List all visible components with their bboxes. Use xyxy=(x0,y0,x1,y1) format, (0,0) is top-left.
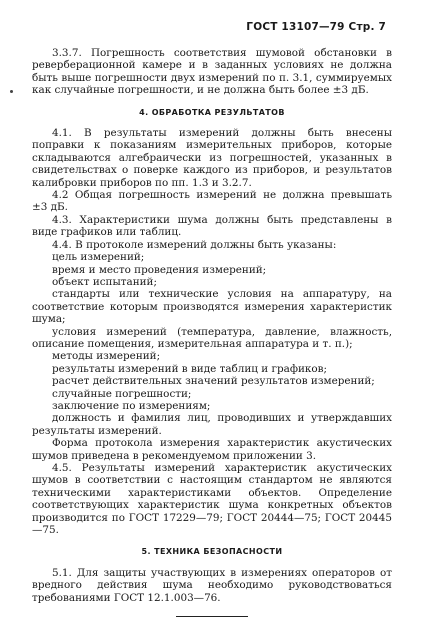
paragraph-4-1: 4.1. В результаты измерений должны быть внесены поправки к показаниям измерительных приборов, которые складываются алгебраически из погрешностей, указанных в свидетельствах о поверке каждого из приборов, и результатов калибровки приборов по пп. 1.3 и 3.2.7. xyxy=(32,127,392,189)
list-item: стандарты или технические условия на аппаратуру, на соответствие которым производятся измерения характеристик шума; xyxy=(32,288,392,326)
section-5-heading: 5. ТЕХНИКА БЕЗОПАСНОСТИ xyxy=(141,547,283,557)
page-body xyxy=(32,47,392,617)
paragraph-4-4-form: Форма протокола измерения характеристик акустических шумов приведена в рекомендуемом приложении 3. xyxy=(32,437,392,462)
paragraph-4-4-intro: 4.4. В протоколе измерений должны быть указаны: xyxy=(52,238,337,251)
list-item: время и место проведения измерений; xyxy=(52,263,267,276)
paragraph-4-5: 4.5. Результаты измерений характеристик акустических шумов в соответствии с настоящим стандартом не являются техническими характеристиками объектов. Определение соответствующих характеристик шума конкретных объектов производится по ГОСТ 17229—79; ГОСТ 20444—75; ГОСТ 20445—75. xyxy=(32,462,392,537)
list-item: методы измерений; xyxy=(52,350,161,363)
paragraph-4-3: 4.3. Характеристики шума должны быть представлены в виде графиков или таблиц. xyxy=(32,213,392,239)
margin-mark xyxy=(10,90,13,93)
running-header: ГОСТ 13107—79 Стр. 7 xyxy=(246,21,386,33)
list-item: должность и фамилия лиц, проводивших и утверждавших результаты измерений. xyxy=(32,412,392,437)
list-item: случайные погрешности; xyxy=(52,387,192,400)
list-item: объект испытаний; xyxy=(52,275,157,288)
list-item: заключение по измерениям; xyxy=(52,399,211,412)
section-4-heading: 4. ОБРАБОТКА РЕЗУЛЬТАТОВ xyxy=(139,107,285,117)
list-item: результаты измерений в виде таблиц и графиков; xyxy=(52,362,327,375)
paragraph-4-2: 4.2 Общая погрешность измерений не должна превышать ±3 дБ. xyxy=(32,189,392,214)
end-rule xyxy=(176,616,248,617)
list-item: цель измерений; xyxy=(52,251,145,264)
list-item: расчет действительных значений результатов измерений; xyxy=(52,375,375,388)
paragraph-3-3-7: 3.3.7. Погрешность соответствия шумовой обстановки в реверберационной камере и в заданных условиях не должна быть выше погрешности двух измерений по п. 3.1, суммируемых как случайные погрешности, и не должна быть более ±3 дБ. xyxy=(32,47,392,97)
list-item: условия измерений (температура, давление, влажность, описание помещения, измерительная аппаратура и т. п.); xyxy=(32,325,392,350)
paragraph-5-1: 5.1. Для защиты участвующих в измерениях операторов от вредного действия шума необходимо руководствоваться требованиями ГОСТ 12.1.003—76. xyxy=(32,566,392,604)
